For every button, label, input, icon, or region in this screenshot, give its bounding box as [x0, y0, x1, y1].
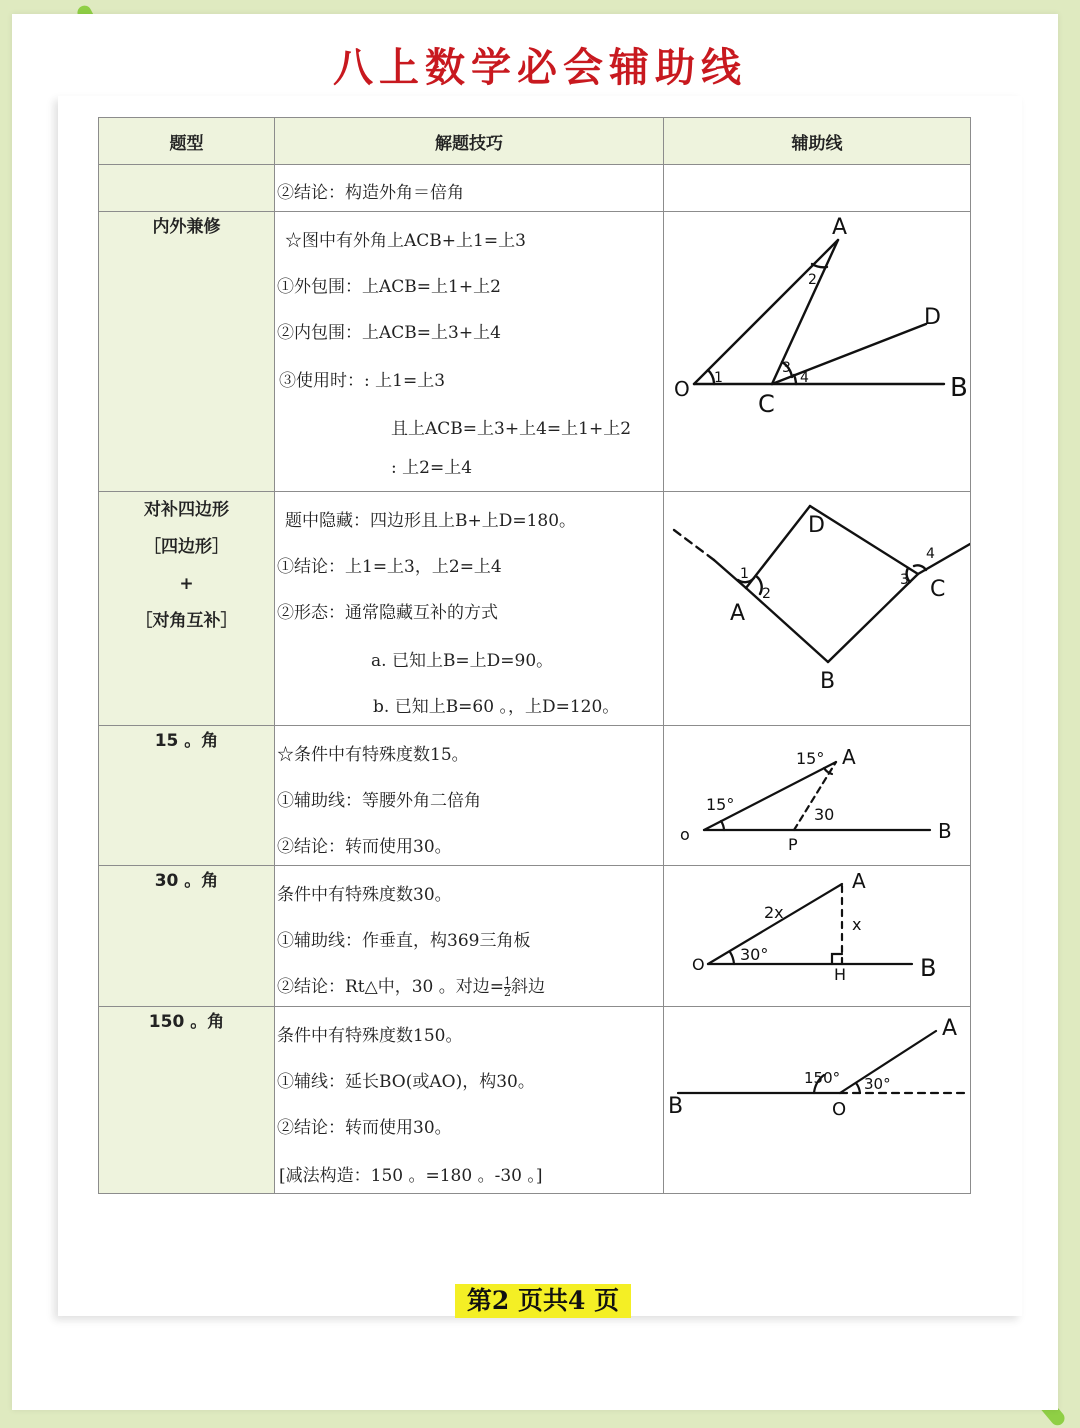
technique-line: ②结论：构造外角＝倍角 — [277, 183, 464, 203]
diagram-cell — [664, 212, 971, 492]
technique-text: 斜边 — [511, 977, 545, 997]
header-auxiliary-line: 辅助线 — [664, 118, 971, 165]
technique-cell — [275, 1007, 664, 1194]
angle-label-30: 30° — [740, 945, 769, 964]
type-cell: 150 。角 — [99, 1007, 275, 1194]
label-B: B — [950, 373, 968, 403]
header-type: 题型 — [99, 118, 275, 165]
technique-cell — [275, 212, 664, 492]
exterior-angle-diagram — [664, 212, 970, 490]
label-H: H — [834, 965, 847, 984]
technique-cell — [275, 165, 664, 212]
angle-label-1: 1 — [740, 566, 749, 582]
technique-line: 条件中有特殊度数30。 — [277, 885, 452, 905]
technique-text: ②结论：Rt△中，30 。对边= — [277, 977, 504, 997]
type-cell — [99, 492, 275, 726]
table-row — [99, 492, 971, 726]
angle-label-2: 2 — [808, 272, 817, 288]
technique-line: ③使用时：: 上1=上3 — [279, 371, 446, 391]
label-B: B — [668, 1094, 684, 1119]
label-B: B — [820, 669, 836, 694]
label-A: A — [730, 601, 746, 626]
type-line: ［四边形］ — [144, 537, 229, 557]
table-row — [99, 726, 971, 866]
table-row — [99, 1007, 971, 1194]
page-number: 第2 页共4 页 — [455, 1284, 631, 1318]
technique-cell — [275, 726, 664, 866]
technique-line: ①辅助线：作垂直，构369三角板 — [277, 931, 531, 951]
label-A: A — [832, 215, 848, 240]
side-label-2x: 2x — [764, 903, 784, 922]
technique-cell — [275, 492, 664, 726]
type-cell: 15 。角 — [99, 726, 275, 866]
type-cell: 30 。角 — [99, 866, 275, 1007]
type-cell: 内外兼修 — [99, 212, 275, 492]
diagram-cell — [664, 492, 971, 726]
technique-line: ①辅助线：等腰外角二倍角 — [277, 791, 481, 811]
table-row — [99, 165, 971, 212]
technique-line: ①辅线：延长BO(或AO)，构30。 — [277, 1072, 535, 1092]
label-A: A — [942, 1016, 958, 1041]
technique-cell — [275, 866, 664, 1007]
fraction-half — [504, 977, 511, 998]
label-O: O — [674, 377, 690, 401]
technique-line: ☆条件中有特殊度数15。 — [277, 745, 469, 765]
label-A: A — [842, 745, 856, 769]
label-C: C — [758, 390, 775, 418]
diagram-cell — [664, 1007, 971, 1194]
type-line: ［对角互补］ — [135, 611, 238, 631]
technique-line: b. 已知上B=60 。，上D=120。 — [373, 697, 620, 717]
technique-line: ②形态：通常隐藏互补的方式 — [277, 603, 498, 623]
angle-label-4: 4 — [926, 546, 935, 562]
diagram-cell — [664, 726, 971, 866]
label-O: O — [832, 1099, 847, 1120]
angle-label-15-top: 15° — [796, 749, 825, 768]
thirty-degree-diagram — [664, 866, 970, 1005]
technique-line — [277, 972, 545, 998]
type-cell — [99, 165, 275, 212]
angle-label-30: 30° — [864, 1075, 891, 1093]
angle-label-3: 3 — [782, 360, 791, 376]
table-row — [99, 212, 971, 492]
technique-line: ②内包围：上ACB=上3+上4 — [277, 323, 501, 343]
table-row — [99, 866, 971, 1007]
technique-line: ①外包围：上ACB=上1+上2 — [277, 277, 501, 297]
angle-label-3: 3 — [900, 572, 909, 588]
one-fifty-degree-diagram — [664, 1007, 970, 1192]
fraction-numerator: 1 — [504, 975, 511, 988]
header-technique: 解题技巧 — [275, 118, 664, 165]
type-line: + — [179, 574, 194, 594]
side-label-x: x — [852, 915, 862, 934]
label-D: D — [924, 305, 941, 330]
diagram-cell — [664, 165, 971, 212]
angle-label-150: 150° — [804, 1069, 841, 1087]
label-O: o — [680, 825, 690, 844]
fraction-denominator: 2 — [504, 986, 511, 999]
technique-line: ☆图中有外角上ACB+上1=上3 — [285, 231, 526, 251]
auxiliary-lines-table — [98, 117, 971, 1194]
type-line: 对补四边形 — [144, 500, 229, 520]
technique-line: ①结论：上1=上3，上2=上4 — [277, 557, 502, 577]
technique-line: a. 已知上B=上D=90。 — [371, 651, 554, 671]
technique-line: 且上ACB=上3+上4=上1+上2 — [391, 419, 632, 439]
page-title: 八上数学必会辅助线 — [333, 45, 747, 91]
technique-line: : 上2=上4 — [391, 458, 473, 478]
angle-label-2: 2 — [762, 586, 771, 602]
angle-label-4: 4 — [800, 370, 809, 386]
technique-line: ②结论：转而使用30。 — [277, 1118, 452, 1138]
technique-line: 题中隐藏：四边形且上B+上D=180。 — [285, 511, 577, 531]
technique-line: ②结论：转而使用30。 — [277, 837, 452, 857]
label-P: P — [788, 835, 798, 854]
label-C: C — [930, 577, 946, 602]
angle-label-15-left: 15° — [706, 795, 735, 814]
fifteen-degree-diagram — [664, 726, 970, 864]
label-D: D — [808, 513, 825, 538]
table-header-row — [99, 118, 971, 165]
label-B: B — [938, 819, 952, 843]
angle-label-1: 1 — [714, 370, 723, 386]
label-O: O — [692, 955, 705, 974]
technique-line: [减法构造：150 。=180 。-30 。] — [279, 1166, 543, 1186]
supplementary-quadrilateral-diagram — [664, 492, 970, 724]
label-B: B — [920, 954, 937, 982]
angle-label-30: 30 — [814, 805, 835, 824]
diagram-cell — [664, 866, 971, 1007]
label-A: A — [852, 869, 866, 893]
technique-line: 条件中有特殊度数150。 — [277, 1026, 463, 1046]
